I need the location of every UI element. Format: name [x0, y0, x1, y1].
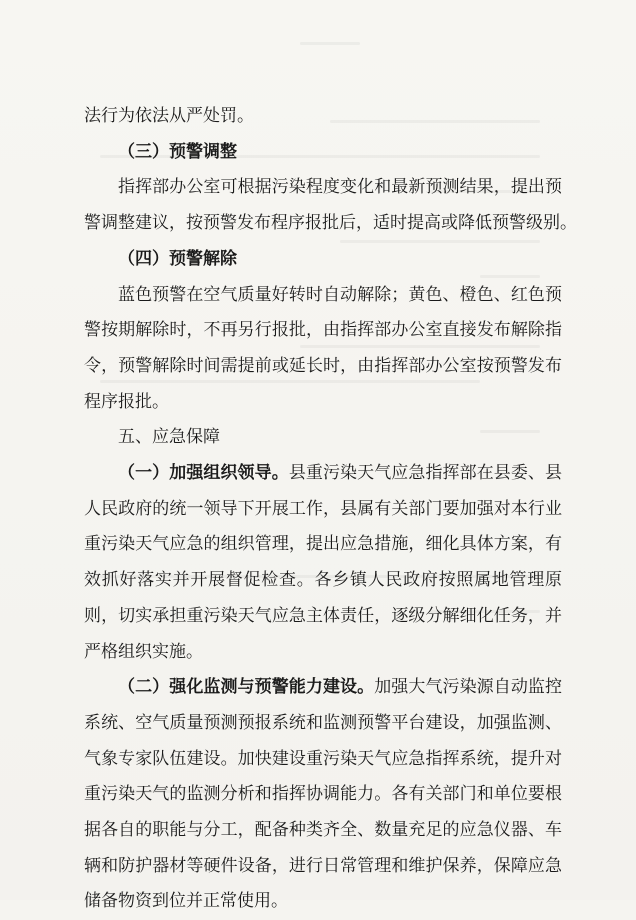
text-line: 令，预警解除时间需提前或延长时，由指挥部办公室按预警发布: [84, 355, 562, 376]
text-line: 警按期解除时，不再另行报批，由指挥部办公室直接发布解除指: [84, 320, 562, 341]
subheading-warning-adjustment: [84, 135, 562, 171]
paragraph-warning-adjustment: [84, 170, 577, 241]
text-line: 蓝色预警在空气质量好转时自动解除；黄色、橙色、红色预: [118, 284, 562, 305]
paragraph-monitoring-warning: [84, 670, 562, 920]
text-line: 人民政府的统一领导下开展工作，县属有关部门要加强对本行业: [84, 498, 562, 519]
inline-heading: （一）加强组织领导。: [118, 463, 289, 484]
text-line: 严格组织实施。: [84, 641, 203, 662]
paragraph-continuation: [84, 99, 562, 135]
section-heading-emergency-support: [84, 420, 562, 456]
text-line: [84, 456, 562, 492]
paragraph-organization-leadership: [84, 456, 562, 670]
subheading-text: （四）预警解除: [118, 248, 237, 269]
body-text: [84, 99, 577, 920]
text-line: [84, 670, 562, 706]
text-line: 程序报批。: [84, 391, 169, 412]
text-line: 效抓好落实并开展督促检查。各乡镇人民政府按照属地管理原: [84, 570, 562, 591]
text-line: 据各自的职能与分工，配备种类齐全、数量充足的应急仪器、车: [84, 820, 562, 841]
text-line: 则，切实承担重污染天气应急主体责任，逐级分解细化任务，并: [84, 605, 562, 626]
inline-text: 县重污染天气应急指挥部在县委、县: [288, 463, 563, 484]
text-line: 辆和防护器材等硬件设备，进行日常管理和维护保养，保障应急: [84, 855, 562, 876]
text-line: 重污染天气应急的组织管理，提出应急措施，细化具体方案，有: [84, 534, 562, 555]
text-line: 系统、空气质量预测预报系统和监测预警平台建设，加强监测、: [84, 712, 562, 733]
inline-heading: （二）强化监测与预警能力建设。: [118, 677, 375, 698]
text-line: 法行为依法从严处罚。: [84, 106, 254, 126]
section-title: 五、应急保障: [118, 427, 220, 448]
paragraph-warning-release: [84, 278, 562, 421]
text-line: 储备物资到位并正常使用。: [84, 891, 288, 912]
text-line: 气象专家队伍建设。加快建设重污染天气应急指挥系统，提升对: [84, 748, 562, 769]
subheading-text: （三）预警调整: [118, 141, 237, 162]
text-line: 指挥部办公室可根据污染程度变化和最新预测结果，提出预: [118, 177, 562, 198]
subheading-warning-release: [84, 242, 562, 278]
inline-text: 加强大气污染源自动监控: [374, 677, 563, 698]
text-line: 警调整建议，按预警发布程序报批后，适时提高或降低预警级别。: [84, 213, 577, 234]
text-line: 重污染天气的监测分析和指挥协调能力。各有关部门和单位要根: [84, 784, 562, 805]
